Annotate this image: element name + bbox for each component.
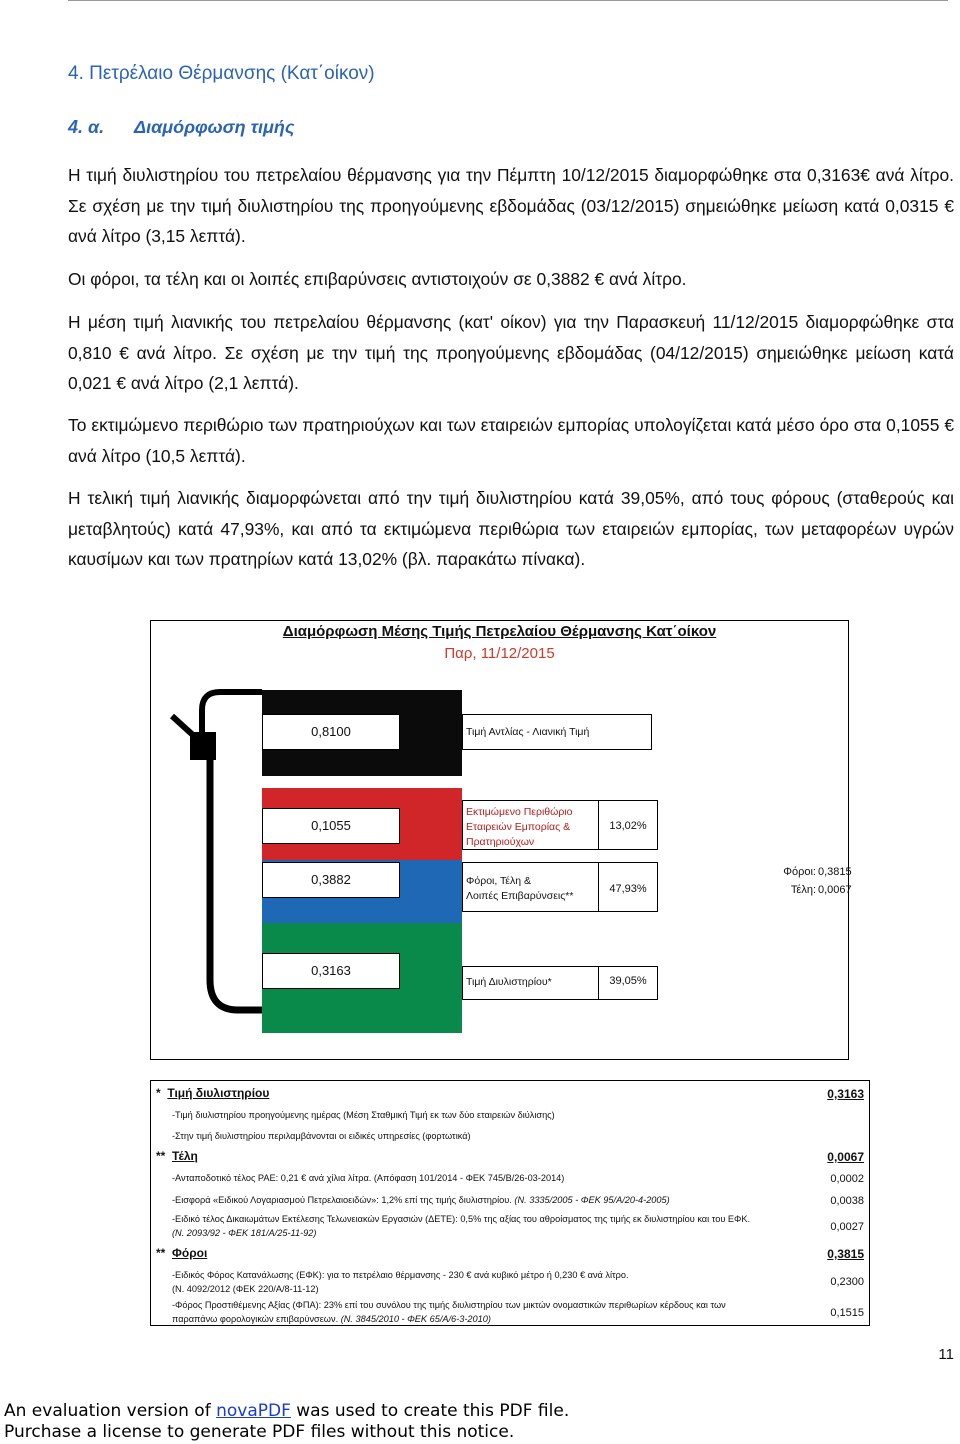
paragraph-retail-price: Η μέση τιμή λιανικής του πετρελαίου θέρμανσης (κατ' οίκον) για την Παρασκευή 11/12/2015 διαμορφώθηκε στα 0,810 € ανά λίτρο. Σε σχέση με την τιμή της προηγούμενης εβδομάδας (04/12/2015) σημειώθηκε μείωση κατά 0,021 € ανά λίτρο (2,1 λεπτά). [68, 312, 954, 393]
note-refinery-line-1: -Τιμή διυλιστηρίου προηγούμενης ημέρας (Μέση Σταθμική Τιμή εκ των δύο εταιρειών διύλισης) [172, 1110, 555, 1120]
note-fee-levy-value: 0,0038 [830, 1195, 864, 1207]
taxes-divider [598, 862, 599, 912]
note-tax-vat-line-2: παραπάνω φορολογικών επιβαρύνσεων. (Ν. 3845/2010 - ΦΕΚ 65/Α/6-3-2010) [172, 1314, 491, 1324]
paragraph-refinery-price: Η τιμή διυλιστηρίου του πετρελαίου θέρμανσης για την Πέμπτη 10/12/2015 διαμορφώθηκε στα 0,3163€ ανά λίτρο. Σε σχέση με την τιμή διυλιστηρίου της προηγούμενης εβδομάδας (03/12/2015) σημειώθηκε μείωση κατά 0,0315 € ανά λίτρο (3,15 λεπτά). [68, 165, 954, 246]
subsection-title: Διαμόρφωση τιμής [134, 117, 295, 137]
note-fees-value: 0,0067 [827, 1150, 864, 1164]
note-taxes-value: 0,3815 [827, 1247, 864, 1261]
subsection-heading [68, 117, 294, 138]
novapdf-link[interactable]: novaPDF [216, 1401, 291, 1421]
taxes-value: 0,3882 [262, 862, 400, 898]
side-fees-label: Τέλη: [790, 884, 816, 896]
note-fee-dete: -Ειδικό τέλος Δικαιωμάτων Εκτέλεσης Τελωνειακών Εργασιών (ΔΕΤΕ): 0,5% της αξίας του αθροίσματος της τιμής εκ διυλιστηρίου και του ΕΦΚ. [172, 1214, 751, 1224]
margin-divider [598, 800, 599, 850]
taxes-label: Φόροι, Τέλη & Λοιπές Επιβαρύνσεις** [466, 875, 574, 902]
pump-nozzle-icon [150, 680, 280, 1050]
margin-percent: 13,02% [609, 820, 647, 832]
note-fees-heading: ** Τέλη [156, 1149, 198, 1163]
note-tax-efk-value: 0,2300 [830, 1276, 864, 1288]
side-taxes-label: Φόροι: [783, 866, 816, 878]
note-tax-efk-ref: (Ν. 4092/2012 (ΦΕΚ 220/Α/8-11-12) [172, 1284, 319, 1294]
footer-notice-line-2: Purchase a license to generate PDF files without this notice. [4, 1422, 515, 1442]
figure-title: Διαμόρφωση Μέσης Τιμής Πετρελαίου Θέρμανσης Κατ΄οίκον [282, 623, 717, 640]
note-tax-vat-value: 0,1515 [830, 1307, 864, 1319]
paragraph-margin: Το εκτιμώμενο περιθώριο των πρατηριούχων και των εταιρειών εμπορίας υπολογίζεται κατά μέσο όρο στα 0,1055 € ανά λίτρο (10,5 λεπτά). [68, 415, 954, 466]
note-fee-levy: -Εισφορά «Ειδικού Λογαριασμού Πετρελαιοειδών»: 1,2% επί της τιμής διυλιστηρίου. (Ν. 3335/2005 - ΦΕΚ 95/Α/20-4-2005) [172, 1195, 670, 1205]
margin-label: Εκτιμώμενο Περιθώριο Εταιρειών Εμπορίας & Πρατηριούχων [466, 806, 573, 848]
subsection-number: 4. α. [68, 117, 105, 137]
refinery-divider [598, 966, 599, 1000]
taxes-percent: 47,93% [609, 883, 647, 895]
note-fee-dete-ref: (Ν. 2093/92 - ΦΕΚ 181/Α/25-11-92) [172, 1228, 317, 1238]
note-fee-dete-value: 0,0027 [830, 1221, 864, 1233]
note-refinery-line-2: -Στην τιμή διυλιστηρίου περιλαμβάνονται οι ειδικές υπηρεσίες (φορτωτικά) [172, 1131, 471, 1141]
refinery-value: 0,3163 [262, 953, 400, 989]
refinery-percent: 39,05% [609, 975, 647, 987]
margin-value: 0,1055 [262, 808, 400, 844]
paragraph-taxes: Οι φόροι, τα τέλη και οι λοιπές επιβαρύνσεις αντιστοιχούν σε 0,3882 € ανά λίτρο. [68, 269, 687, 289]
refinery-label: Τιμή Διυλιστηρίου* [466, 976, 552, 988]
retail-label: Τιμή Αντλίας - Λιανική Τιμή [466, 726, 590, 738]
section-heading: 4. Πετρέλαιο Θέρμανσης (Κατ΄οίκον) [68, 63, 375, 84]
note-taxes-heading: ** Φόροι [156, 1246, 208, 1260]
side-taxes-value: 0,3815 [818, 866, 852, 878]
paragraph-breakdown: Η τελική τιμή λιανικής διαμορφώνεται από την τιμή διυλιστηρίου κατά 39,05%, από τους φόρους (σταθερούς και μεταβλητούς) κατά 47,93%, και από τα εκτιμώμενα περιθώρια των εταιρειών εμπορίας, των μεταφορέων υγρών καυσίμων και των πρατηρίων κατά 13,02% (βλ. παρακάτω πίνακα). [68, 488, 954, 569]
note-fee-rae-value: 0,0002 [830, 1173, 864, 1185]
retail-value: 0,8100 [262, 714, 400, 750]
top-rule [68, 0, 948, 1]
page-number: 11 [938, 1346, 954, 1363]
footer-notice-line-1: An evaluation version of novaPDF was used to create this PDF file. [4, 1401, 570, 1421]
note-tax-vat: -Φόρος Προστιθέμενης Αξίας (ΦΠΑ): 23% επί του συνόλου της τιμής διυλιστηρίου των μικτών ονομαστικών περιθωρίων κέρδους και των [172, 1300, 726, 1310]
note-tax-efk: -Ειδικός Φόρος Κατανάλωσης (ΕΦΚ): για το πετρέλαιο θέρμανσης - 230 € ανά κυβικό μέτρο ή 0,230 € ανά λίτρο. [172, 1270, 629, 1280]
note-refinery-value: 0,3163 [827, 1087, 864, 1101]
figure-subtitle: Παρ, 11/12/2015 [444, 645, 555, 662]
note-fee-rae: -Ανταποδοτικό τέλος ΡΑΕ: 0,21 € ανά χίλια λίτρα. (Απόφαση 101/2014 - ΦΕΚ 745/Β/26-03-2014) [172, 1173, 565, 1183]
side-fees-value: 0,0067 [818, 884, 852, 896]
note-refinery-heading: * Τιμή διυλιστηρίου [156, 1086, 270, 1100]
